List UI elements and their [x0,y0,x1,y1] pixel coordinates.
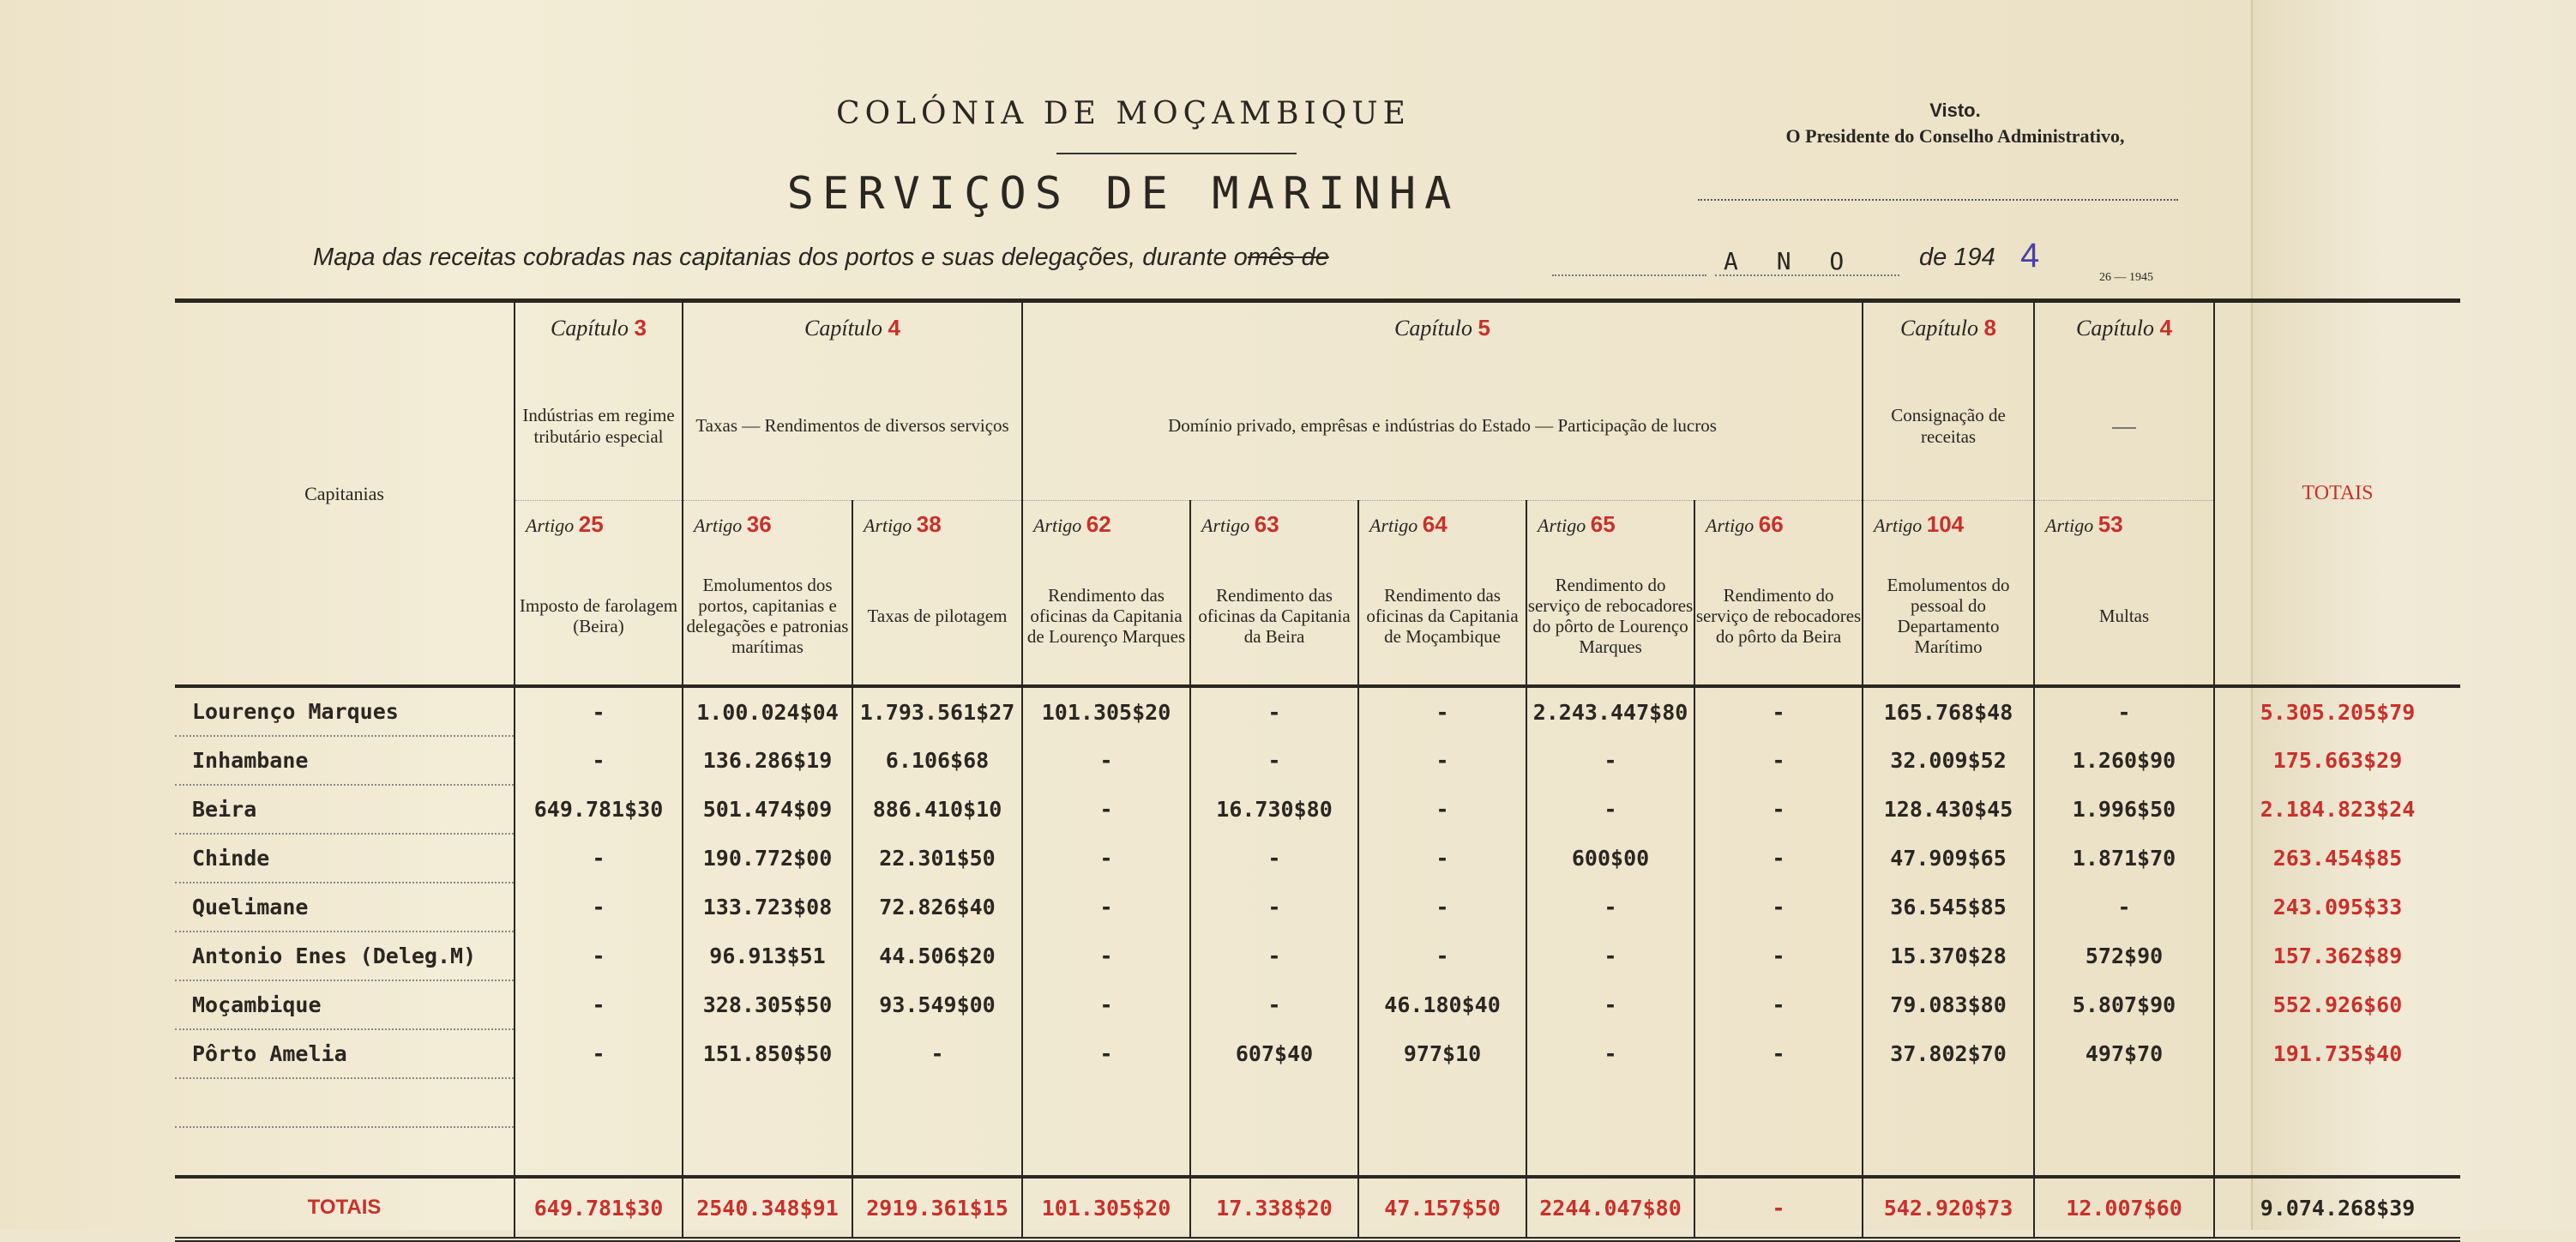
value-cell: - [1526,932,1694,980]
empty-cell [852,1078,1022,1127]
value-cell: 93.549$00 [852,980,1022,1029]
col-name-oficinas-lm: Rendimento das oficinas da Capitania de Lourenço Marques [1022,547,1190,686]
artigo-62: Artigo 62 [1022,501,1190,548]
capitanias-header: Capitanias [175,301,515,687]
value-cell: - [1358,736,1526,785]
mapa-struck-text: mês de [1247,244,1329,271]
table-row [175,932,2460,980]
value-cell: - [1694,736,1863,785]
artigo-38: Artigo 38 [852,501,1022,548]
value-cell: 15.370$28 [1863,932,2034,980]
value-cell: - [515,883,683,932]
empty-cell [175,1127,515,1177]
value-cell: 572$90 [2034,932,2214,980]
row-total: 552.926$60 [2272,992,2403,1017]
value-cell: - [1694,883,1863,932]
value-cell: 72.826$40 [852,883,1022,932]
row-total: 191.735$40 [2272,1041,2403,1066]
empty-cell [515,1127,683,1177]
empty-cell [1694,1127,1863,1177]
value-cell: 600$00 [1526,834,1694,883]
value-cell: - [1694,686,1863,736]
value-cell: - [1190,686,1358,736]
table-row [175,980,2460,1029]
value-cell: 37.802$70 [1863,1029,2034,1078]
table-row [175,834,2460,883]
visto-block [1749,99,2161,148]
col-name-farolagem: Imposto de farolagem (Beira) [515,547,683,686]
value-cell: 136.286$19 [683,736,852,785]
signature-line [1698,199,2178,201]
empty-cell [2034,1127,2214,1177]
value-cell: - [1358,883,1526,932]
empty-cell [175,1078,515,1127]
total-cell: 649.781$30 [515,1177,683,1239]
value-cell: 5.807$90 [2034,980,2214,1029]
value-cell: - [1526,1029,1694,1078]
artigo-104: Artigo 104 [1863,501,2034,548]
empty-cell [1190,1127,1358,1177]
artigo-66: Artigo 66 [1694,501,1863,548]
title-rule [1056,153,1297,154]
capitulo-3-header: Capítulo 3 [515,301,683,353]
value-cell: 977$10 [1358,1029,1526,1078]
value-cell: 501.474$09 [683,785,852,834]
row-total: 157.362$89 [2272,944,2403,968]
visto-label: Visto. [1929,99,1981,121]
value-cell: - [515,980,683,1029]
value-cell: - [1190,736,1358,785]
value-cell: - [515,1029,683,1078]
value-cell: - [1358,932,1526,980]
capitania-name: Lourenço Marques [175,686,515,736]
value-cell: - [1022,736,1190,785]
ano-label: A N O [1724,247,1857,275]
value-cell: 101.305$20 [1022,686,1190,736]
value-cell: 1.871$70 [2034,834,2214,883]
capitania-name: Pôrto Amelia [175,1029,515,1078]
cap4-description: Taxas — Rendimentos de diversos serviços [683,353,1022,501]
value-cell: 497$70 [2034,1029,2214,1078]
value-cell: - [1022,785,1190,834]
value-cell: 133.723$08 [683,883,852,932]
col-name-pilotagem: Taxas de pilotagem [852,547,1022,686]
col-name-rebocadores-lm: Rendimento do serviço de rebocadores do pôrto de Lourenço Marques [1526,547,1694,686]
form-number: 26 — 1945 [2099,271,2153,284]
value-cell: 1.793.561$27 [852,686,1022,736]
total-cell: - [1694,1177,1863,1239]
row-total: 243.095$33 [2272,895,2403,919]
value-cell: 36.545$85 [1863,883,2034,932]
empty-cell [1863,1078,2034,1127]
value-cell: - [1358,686,1526,736]
table-row [175,736,2460,785]
value-cell: - [1526,785,1694,834]
value-cell: 649.781$30 [515,785,683,834]
totals-label: TOTAIS [175,1177,515,1239]
receipts-table [175,298,2460,1242]
empty-cell [1526,1078,1694,1127]
artigo-53: Artigo 53 [2034,501,2214,548]
empty-row [175,1078,2460,1127]
value-cell: 96.913$51 [683,932,852,980]
cap5-description: Domínio privado, emprêsas e indústrias do Estado — Participação de lucros [1022,353,1863,501]
value-cell: - [1022,980,1190,1029]
value-cell: - [1022,932,1190,980]
value-cell: - [1358,785,1526,834]
value-cell: 16.730$80 [1190,785,1358,834]
value-cell: - [1022,834,1190,883]
empty-cell [2034,1078,2214,1127]
value-cell: 1.00.024$04 [683,686,852,736]
artigo-25: Artigo 25 [515,501,683,548]
empty-cell [1190,1078,1358,1127]
value-cell: 79.083$80 [1863,980,2034,1029]
value-cell: - [1526,883,1694,932]
value-cell: - [2034,686,2214,736]
cap8-description: Consignação de receitas [1863,353,2034,501]
total-cell: 2919.361$15 [852,1177,1022,1239]
col-name-rebocadores-beira: Rendimento do serviço de rebocadores do pôrto da Beira [1694,547,1863,686]
value-cell: 2.243.447$80 [1526,686,1694,736]
table-row [175,785,2460,834]
value-cell: - [1358,834,1526,883]
row-total: 175.663$29 [2272,748,2403,773]
value-cell: - [1022,1029,1190,1078]
value-cell: - [515,686,683,736]
empty-cell [852,1127,1022,1177]
col-name-oficinas-mocambique: Rendimento das oficinas da Capitania de Moçambique [1358,547,1526,686]
cap4b-description [2034,353,2214,501]
total-cell: 101.305$20 [1022,1177,1190,1239]
empty-cell [1526,1127,1694,1177]
value-cell: 328.305$50 [683,980,852,1029]
value-cell: - [1526,736,1694,785]
year-prefix: de 194 [1919,244,1995,271]
empty-cell [683,1078,852,1127]
empty-cell [1863,1127,2034,1177]
dotted-fill [1552,274,1706,276]
table-body [175,686,2460,1177]
value-cell: - [515,736,683,785]
mapa-text: Mapa das receitas cobradas nas capitanias dos portos e suas delegações, durante o [313,244,1248,271]
table-row [175,686,2460,736]
value-cell: - [1190,883,1358,932]
capitulo-5-header: Capítulo 5 [1022,301,1863,353]
value-cell: 165.768$48 [1863,686,2034,736]
totais-header: TOTAIS [2214,301,2460,687]
col-name-emolumentos-portos: Emolumentos dos portos, capitanias e delegações e patronias marítimas [683,547,852,686]
row-total: 2.184.823$24 [2260,797,2416,822]
capitania-name: Beira [175,785,515,834]
value-cell: 22.301$50 [852,834,1022,883]
value-cell: - [2034,883,2214,932]
row-total: 5.305.205$79 [2260,699,2416,725]
value-cell: 128.430$45 [1863,785,2034,834]
empty-row [175,1127,2460,1177]
dotted-fill [1715,274,1899,276]
row-total: 263.454$85 [2272,846,2403,871]
servicos-title: SERVIÇOS DE MARINHA [786,168,1460,220]
value-cell: - [1694,834,1863,883]
table-row [175,883,2460,932]
value-cell: - [1190,932,1358,980]
empty-cell [1358,1078,1526,1127]
empty-cell [515,1078,683,1127]
value-cell: - [852,1029,1022,1078]
cap3-description: Indústrias em regime tributário especial [515,353,683,501]
total-cell: 47.157$50 [1358,1177,1526,1239]
total-cell: 12.007$60 [2034,1177,2214,1239]
year-digit-handwritten: 4 [2020,237,2040,274]
empty-cell [683,1127,852,1177]
value-cell: - [1022,883,1190,932]
artigo-65: Artigo 65 [1526,501,1694,548]
value-cell: 6.106$68 [852,736,1022,785]
artigo-64: Artigo 64 [1358,501,1526,548]
artigo-36: Artigo 36 [683,501,852,548]
capitulo-4b-header: Capítulo 4 [2034,301,2214,353]
value-cell: - [1694,932,1863,980]
value-cell: - [1526,980,1694,1029]
total-cell: 2244.047$80 [1526,1177,1694,1239]
artigo-63: Artigo 63 [1190,501,1358,548]
value-cell: - [515,932,683,980]
total-cell: 542.920$73 [1863,1177,2034,1239]
empty-cell [1022,1127,1190,1177]
capitania-name: Inhambane [175,736,515,785]
col-name-emolumentos-pessoal: Emolumentos do pessoal do Departamento Marítimo [1863,547,2034,686]
value-cell: 32.009$52 [1863,736,2034,785]
totals-row [175,1177,2460,1239]
empty-cell [1022,1078,1190,1127]
capitania-name: Chinde [175,834,515,883]
capitulo-4-header: Capítulo 4 [683,301,1022,353]
value-cell: - [515,834,683,883]
table-row [175,1029,2460,1078]
capitulo-8-header: Capítulo 8 [1863,301,2034,353]
empty-cell [2214,1127,2460,1177]
value-cell: 1.996$50 [2034,785,2214,834]
value-cell: - [1694,980,1863,1029]
value-cell: - [1190,980,1358,1029]
value-cell: 886.410$10 [852,785,1022,834]
col-name-multas: Multas [2034,547,2214,686]
total-cell: 2540.348$91 [683,1177,852,1239]
capitania-name: Quelimane [175,883,515,932]
capitania-name: Moçambique [175,980,515,1029]
value-cell: - [1190,834,1358,883]
total-cell: 17.338$20 [1190,1177,1358,1239]
value-cell: 44.506$20 [852,932,1022,980]
value-cell: 46.180$40 [1358,980,1526,1029]
col-name-oficinas-beira: Rendimento das oficinas da Capitania da Beira [1190,547,1358,686]
value-cell: 1.260$90 [2034,736,2214,785]
capitania-name: Antonio Enes (Deleg.M) [175,932,515,980]
empty-cell [1694,1078,1863,1127]
grand-total: 9.074.268$39 [2214,1177,2460,1239]
value-cell: 607$40 [1190,1029,1358,1078]
presidente-label: O Presidente do Conselho Administrativo, [1785,125,2125,147]
value-cell: 47.909$65 [1863,834,2034,883]
value-cell: - [1694,1029,1863,1078]
empty-cell [2214,1078,2460,1127]
colonia-title: COLÓNIA DE MOÇAMBIQUE [836,96,1411,131]
empty-cell [1358,1127,1526,1177]
value-cell: 151.850$50 [683,1029,852,1078]
value-cell: 190.772$00 [683,834,852,883]
value-cell: - [1694,785,1863,834]
mapa-description [313,244,1329,272]
